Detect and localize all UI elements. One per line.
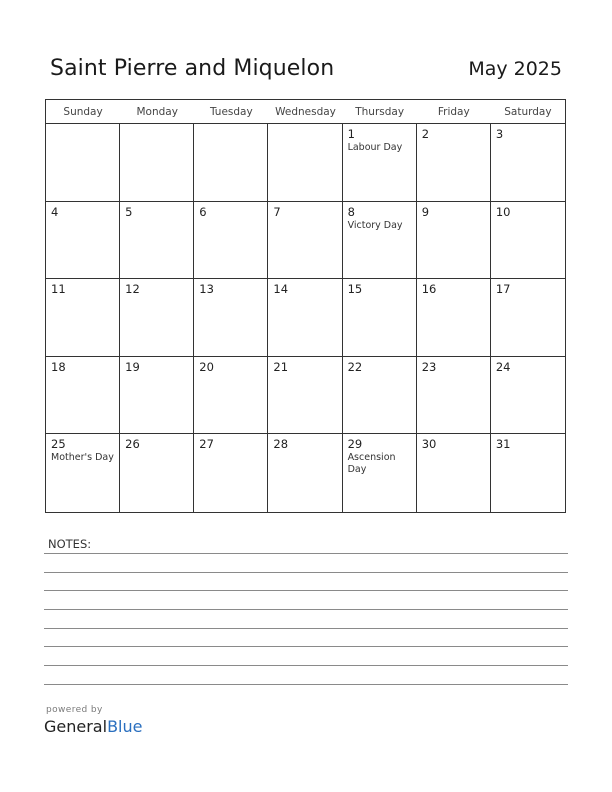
day-number: 28 xyxy=(273,437,289,452)
calendar-month: May 2025 xyxy=(468,58,562,80)
day-cell xyxy=(491,357,565,434)
day-cell xyxy=(343,434,417,512)
day-cell xyxy=(46,357,120,434)
note-line xyxy=(44,684,568,685)
note-line xyxy=(44,665,568,666)
day-number: 29 xyxy=(347,437,363,452)
day-number: 26 xyxy=(125,437,140,452)
day-number: 3 xyxy=(495,127,504,141)
day-number: 10 xyxy=(495,204,511,219)
weekday-header: Tuesday xyxy=(209,106,253,118)
day-number: 18 xyxy=(51,359,66,374)
day-number: 25 xyxy=(51,437,66,452)
generalblue-logo[interactable] xyxy=(44,717,142,736)
day-cell xyxy=(120,357,194,434)
day-cell xyxy=(194,279,268,356)
powered-by-text: powered by xyxy=(46,705,103,715)
weekday-header: Thursday xyxy=(355,106,405,118)
week-row xyxy=(46,434,565,512)
day-number: 13 xyxy=(199,282,214,297)
note-line xyxy=(44,572,568,573)
day-cell xyxy=(194,202,268,279)
day-cell xyxy=(491,124,565,201)
day-cell xyxy=(491,202,565,279)
week-row xyxy=(46,124,565,202)
day-cell xyxy=(343,279,417,356)
note-line xyxy=(44,628,568,629)
day-cell xyxy=(343,124,417,201)
note-line xyxy=(44,553,568,554)
weekday-header: Sunday xyxy=(63,106,103,118)
holiday-label: Mother's Day xyxy=(51,452,114,464)
notes-label: NOTES: xyxy=(48,537,92,551)
brand-blue-text: Blue xyxy=(107,717,143,736)
day-number: 7 xyxy=(273,204,281,219)
day-cell xyxy=(343,357,417,434)
day-cell xyxy=(417,202,491,279)
day-number: 5 xyxy=(125,204,133,219)
day-number: 2 xyxy=(421,127,430,141)
day-number: 9 xyxy=(421,204,430,219)
day-number: 20 xyxy=(199,359,214,374)
day-number: 1 xyxy=(347,127,355,141)
day-cell xyxy=(120,434,194,512)
day-cell xyxy=(417,279,491,356)
empty-day-cell xyxy=(194,124,268,201)
day-cell xyxy=(120,202,194,279)
day-cell xyxy=(46,279,120,356)
holiday-label: Ascension Day xyxy=(347,452,396,476)
day-cell xyxy=(268,434,342,512)
note-line xyxy=(44,646,568,647)
day-cell xyxy=(417,357,491,434)
day-cell xyxy=(491,279,565,356)
holiday-label: Labour Day xyxy=(347,142,403,153)
empty-day-cell xyxy=(46,124,120,201)
day-number: 8 xyxy=(347,204,355,219)
weekday-header: Friday xyxy=(437,106,470,118)
day-number: 27 xyxy=(199,437,214,452)
calendar-title: Saint Pierre and Miquelon xyxy=(50,56,335,81)
day-number: 12 xyxy=(125,282,140,297)
weeks-container xyxy=(46,124,565,512)
day-cell xyxy=(268,202,342,279)
brand-general-text: General xyxy=(44,717,108,736)
day-cell xyxy=(268,357,342,434)
day-cell xyxy=(194,434,268,512)
day-cell xyxy=(46,202,120,279)
day-cell xyxy=(343,202,417,279)
day-cell xyxy=(491,434,565,512)
day-number: 30 xyxy=(421,437,437,452)
day-cell xyxy=(417,124,491,201)
weekday-header: Wednesday xyxy=(275,106,336,118)
month-calendar-grid xyxy=(45,99,566,513)
day-number: 16 xyxy=(421,282,437,297)
day-cell xyxy=(417,434,491,512)
note-line xyxy=(44,609,568,610)
day-number: 24 xyxy=(495,359,511,374)
day-cell xyxy=(46,434,120,512)
week-row xyxy=(46,279,565,357)
day-cell xyxy=(120,279,194,356)
week-row xyxy=(46,202,565,280)
day-number: 14 xyxy=(273,282,289,297)
note-line xyxy=(44,590,568,591)
day-number: 4 xyxy=(51,204,59,219)
day-number: 15 xyxy=(347,282,363,297)
empty-day-cell xyxy=(268,124,342,201)
day-number: 17 xyxy=(495,282,511,297)
day-number: 19 xyxy=(125,359,140,374)
day-number: 6 xyxy=(199,204,207,219)
day-number: 23 xyxy=(421,359,437,374)
holiday-label: Victory Day xyxy=(347,219,403,231)
day-cell xyxy=(194,357,268,434)
empty-day-cell xyxy=(120,124,194,201)
day-cell xyxy=(268,279,342,356)
day-number: 22 xyxy=(347,359,363,374)
week-row xyxy=(46,357,565,435)
day-number: 31 xyxy=(495,437,511,452)
weekday-header: Saturday xyxy=(504,106,552,118)
weekday-header: Monday xyxy=(136,106,178,118)
weekday-header-row xyxy=(46,100,565,124)
day-number: 21 xyxy=(273,359,289,374)
day-number: 11 xyxy=(51,282,66,297)
